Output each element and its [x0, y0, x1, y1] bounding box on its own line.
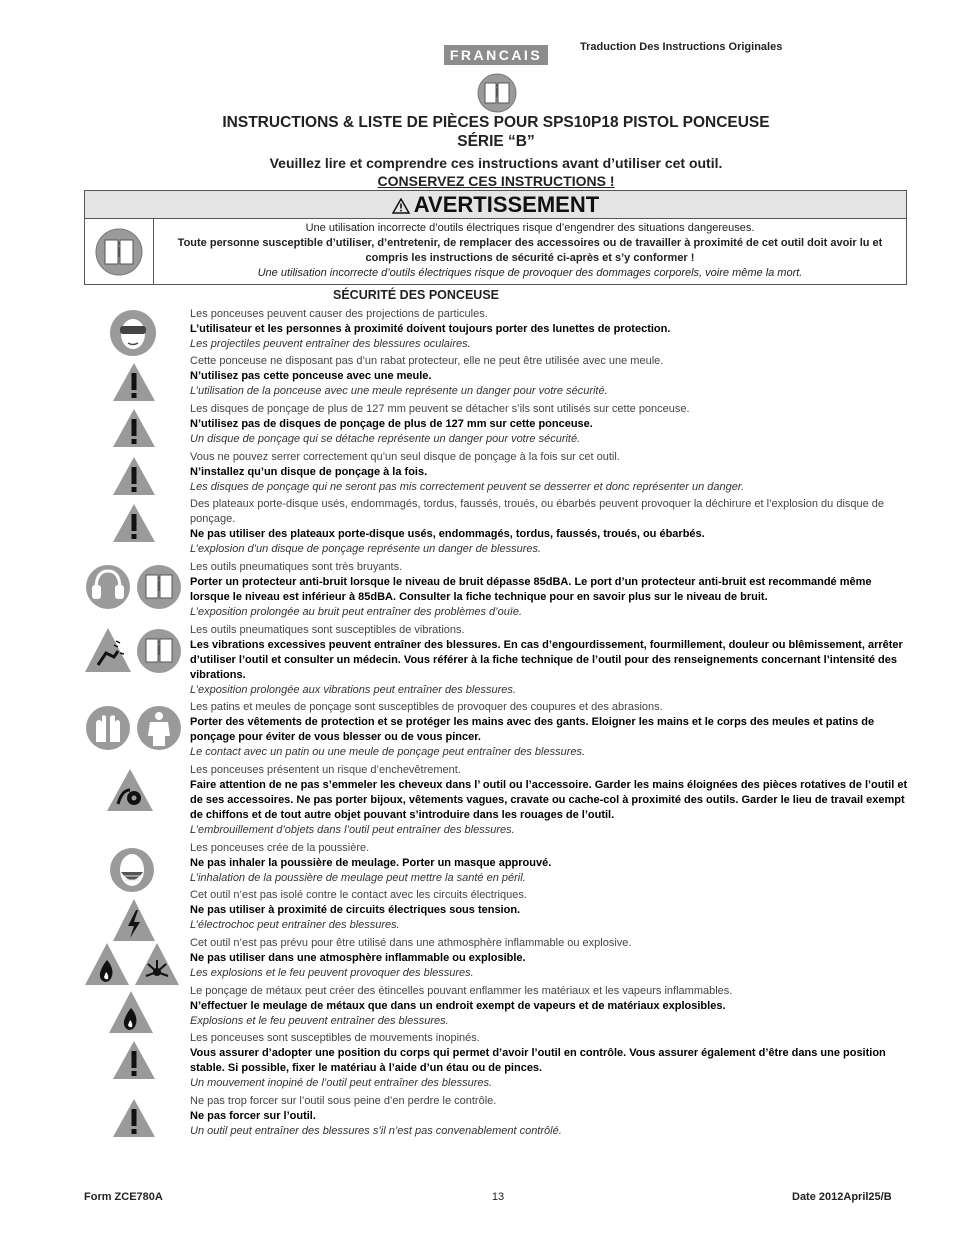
protective-clothing-icon: [135, 704, 183, 752]
header-note: Traduction Des Instructions Originales: [580, 41, 783, 53]
safety-item: Les ponceuses peuvent causer des projections de particules. L’utilisateur et les personnes à proximité doivent toujours porter des lunettes de protection. Les projectiles peuvent entraîner des blessures oculaires.: [190, 308, 671, 350]
title-block: [84, 113, 908, 190]
language-badge: FRANCAIS: [444, 45, 548, 65]
safety-goggles-icon: [108, 308, 158, 358]
safety-item: Les disques de ponçage de plus de 127 mm peuvent se détacher s’ils sont utilisés sur cette ponceuse. N’utilisez pas de disques de ponçage de plus de 127 mm sur cette ponceuse. Un disque de ponçage qui se détache représente un danger pour votre sécurité.: [190, 403, 690, 445]
safety-item: Cet outil n’est pas isolé contre le contact avec les circuits électriques. Ne pas utiliser à proximité de circuits électriques sous tension. L’électrochoc peut entraîner des blessures.: [190, 889, 527, 931]
read-manual-icon: [85, 219, 153, 285]
read-instructions-note: Veuillez lire et comprendre ces instructions avant d’utiliser cet outil.: [269, 155, 723, 171]
warning-triangle-icon: [392, 198, 410, 214]
safety-item: Cet outil n’est pas prévu pour être utilisé dans une athmosphère inflammable ou explosive. Ne pas utiliser dans une atmosphère inflammable ou explosible. Les explosions et le feu peuvent provoquer des blessures.: [190, 937, 632, 979]
safety-item: Vous ne pouvez serrer correctement qu’un seul disque de ponçage à la fois sur cet outil. N’installez qu’un disque de ponçage à la fois. Les disques de ponçage qui ne seront pas mis correctement peuvent se desserrer et donc représenter un danger.: [190, 451, 745, 493]
electric-shock-icon: [112, 898, 156, 942]
revision-date: Date 2012April25/B: [792, 1191, 892, 1203]
safety-item: Les ponceuses présentent un risque d’enchevêtrement. Faire attention de ne pas s’emmeler les cheveux dans l’ outil ou l’accessoire. Garder les mains éloignées des pièces rotatives de l’outil et de ses accessoires. Ne pas porter bijoux, vêtements vagues, cravate ou cache-col à proximité des outils. Garder le lieu de travail exempt de chiffons et de tout autre objet pouvant s’introduire dans les rouages de l’outil. L’embrouillement d’objets dans l’outil peut entraîner des blessures.: [190, 764, 908, 836]
safety-item: Des plateaux porte-disque usés, endommagés, tordus, faussés, troués, ou ébarbés peuvent provoquer la déchirure et l’explosion du disque de ponçage. Ne pas utiliser des plateaux porte-disque usés, endommagés, tordus, faussés, troués, ou ébarbés. L’explosion d’un disque de ponçage représente un danger de blessures.: [190, 498, 885, 555]
page-title: INSTRUCTIONS & LISTE DE PIÈCES POUR SPS10P18 PISTOL PONCEUSE: [222, 114, 770, 131]
warning-line-3: Une utilisation incorrecte d’outils électriques risque de provoquer des dommages corporels, voire même la mort.: [257, 267, 803, 279]
entanglement-hazard-icon: [106, 768, 154, 812]
form-number: Form ZCE780A: [84, 1191, 163, 1203]
vibration-hazard-icon: [84, 627, 132, 673]
fire-hazard-icon: [84, 942, 130, 986]
warning-icon: [112, 1040, 156, 1080]
warning-icon: [112, 456, 156, 496]
safety-item: Les outils pneumatiques sont très bruyants. Porter un protecteur anti-bruit lorsque le niveau de bruit dépasse 85dBA. Le port d’un protecteur anti-bruit est recommandé même lorsque le niveau est inférieur à 85dBA. Consulter la fiche technique pour en savoir plus sur le niveau de bruit. L’exposition prolongée au bruit peut entraîner des problèmes d’ouïe.: [190, 561, 872, 618]
warning-text: [155, 221, 905, 281]
warning-line-1: Une utilisation incorrecte d’outils électriques risque d’engendrer des situations dangereuses.: [305, 222, 755, 234]
safety-item: Les ponceuses sont susceptibles de mouvements inopinés. Vous assurer d’adopter une position du corps qui permet d’avoir l’outil en contrôle. Vous assurer également d’être dans une position stable. Si possible, fixer le matériau à l’aide d’un étau ou de pinces. Un mouvement inopiné de l’outil peut entraîner des blessures.: [190, 1032, 886, 1089]
warning-icon: [112, 503, 156, 543]
safety-item: Cette ponceuse ne disposant pas d’un rabat protecteur, elle ne peut être utilisée avec une meule. N’utilisez pas cette ponceuse avec une meule. L’utilisation de la ponceuse avec une meule représente un danger pour votre sécurité.: [190, 355, 664, 397]
fire-hazard-icon: [108, 990, 154, 1034]
page-number: 13: [491, 1191, 505, 1203]
read-manual-icon: [475, 73, 519, 113]
warning-box: [84, 190, 907, 285]
safety-item: Les ponceuses crée de la poussière. Ne pas inhaler la poussière de meulage. Porter un masque approuvé. L’inhalation de la poussière de meulage peut mettre la santé en péril.: [190, 842, 552, 884]
safety-item: Les patins et meules de ponçage sont susceptibles de provoquer des coupures et des abrasions. Porter des vêtements de protection et se protéger les mains avec des gants. Eloigner les mains et le corps des meules et patins de ponçage pour éviter de vous blesser ou de vous pincer. Le contact avec un patin ou une meule de ponçage peut entraîner des blessures.: [190, 701, 875, 758]
keep-instructions-note: CONSERVEZ CES INSTRUCTIONS !: [377, 173, 615, 189]
safety-item: Le ponçage de métaux peut créer des étincelles pouvant enflammer les matériaux et les vapeurs inflammables. N’effectuer le meulage de métaux que dans un endroit exempt de vapeurs et de matériaux explosibles. Explosions et le feu peuvent entraîner des blessures.: [190, 985, 733, 1027]
safety-item: Les outils pneumatiques sont susceptibles de vibrations. Les vibrations excessives peuvent entraîner des blessures. En cas d’engourdissement, fourmillement, douleur ou blêmissement, arrêter d’utiliser l’outil et consulter un médecin. Vous référer à la fiche technique de l’outil pour des renseignements concernant l’intensité des vibrations. L’exposition prolongée aux vibrations peut entraîner des blessures.: [190, 624, 903, 696]
section-title: SÉCURITÉ DES PONCEUSE: [333, 288, 500, 302]
warning-icon: [112, 1098, 156, 1138]
warning-icon-cell: [85, 219, 154, 285]
safety-item: Ne pas trop forcer sur l’outil sous peine d’en perdre le contrôle. Ne pas forcer sur l’outil. Un outil peut entraîner des blessures s’il n’est pas convenablement contrôlé.: [190, 1095, 562, 1137]
dust-mask-icon: [108, 846, 156, 894]
warning-icon: [112, 362, 156, 402]
ear-protection-icon: [84, 563, 132, 611]
page-subtitle: SÉRIE “B”: [457, 133, 535, 150]
gloves-icon: [84, 704, 132, 752]
warning-line-2: Toute personne susceptible d’utiliser, d’entretenir, de remplacer des accessoires ou de travailler à proximité de cet outil doit avoir lu et compris les instructions de sécurité ci-après et s’y conformer !: [177, 237, 883, 264]
warning-icon: [112, 408, 156, 448]
read-manual-icon: [135, 627, 183, 675]
read-manual-icon: [135, 563, 183, 611]
warning-heading: [85, 191, 906, 219]
explosion-hazard-icon: [134, 942, 180, 986]
warning-heading-text: AVERTISSEMENT: [413, 192, 600, 217]
